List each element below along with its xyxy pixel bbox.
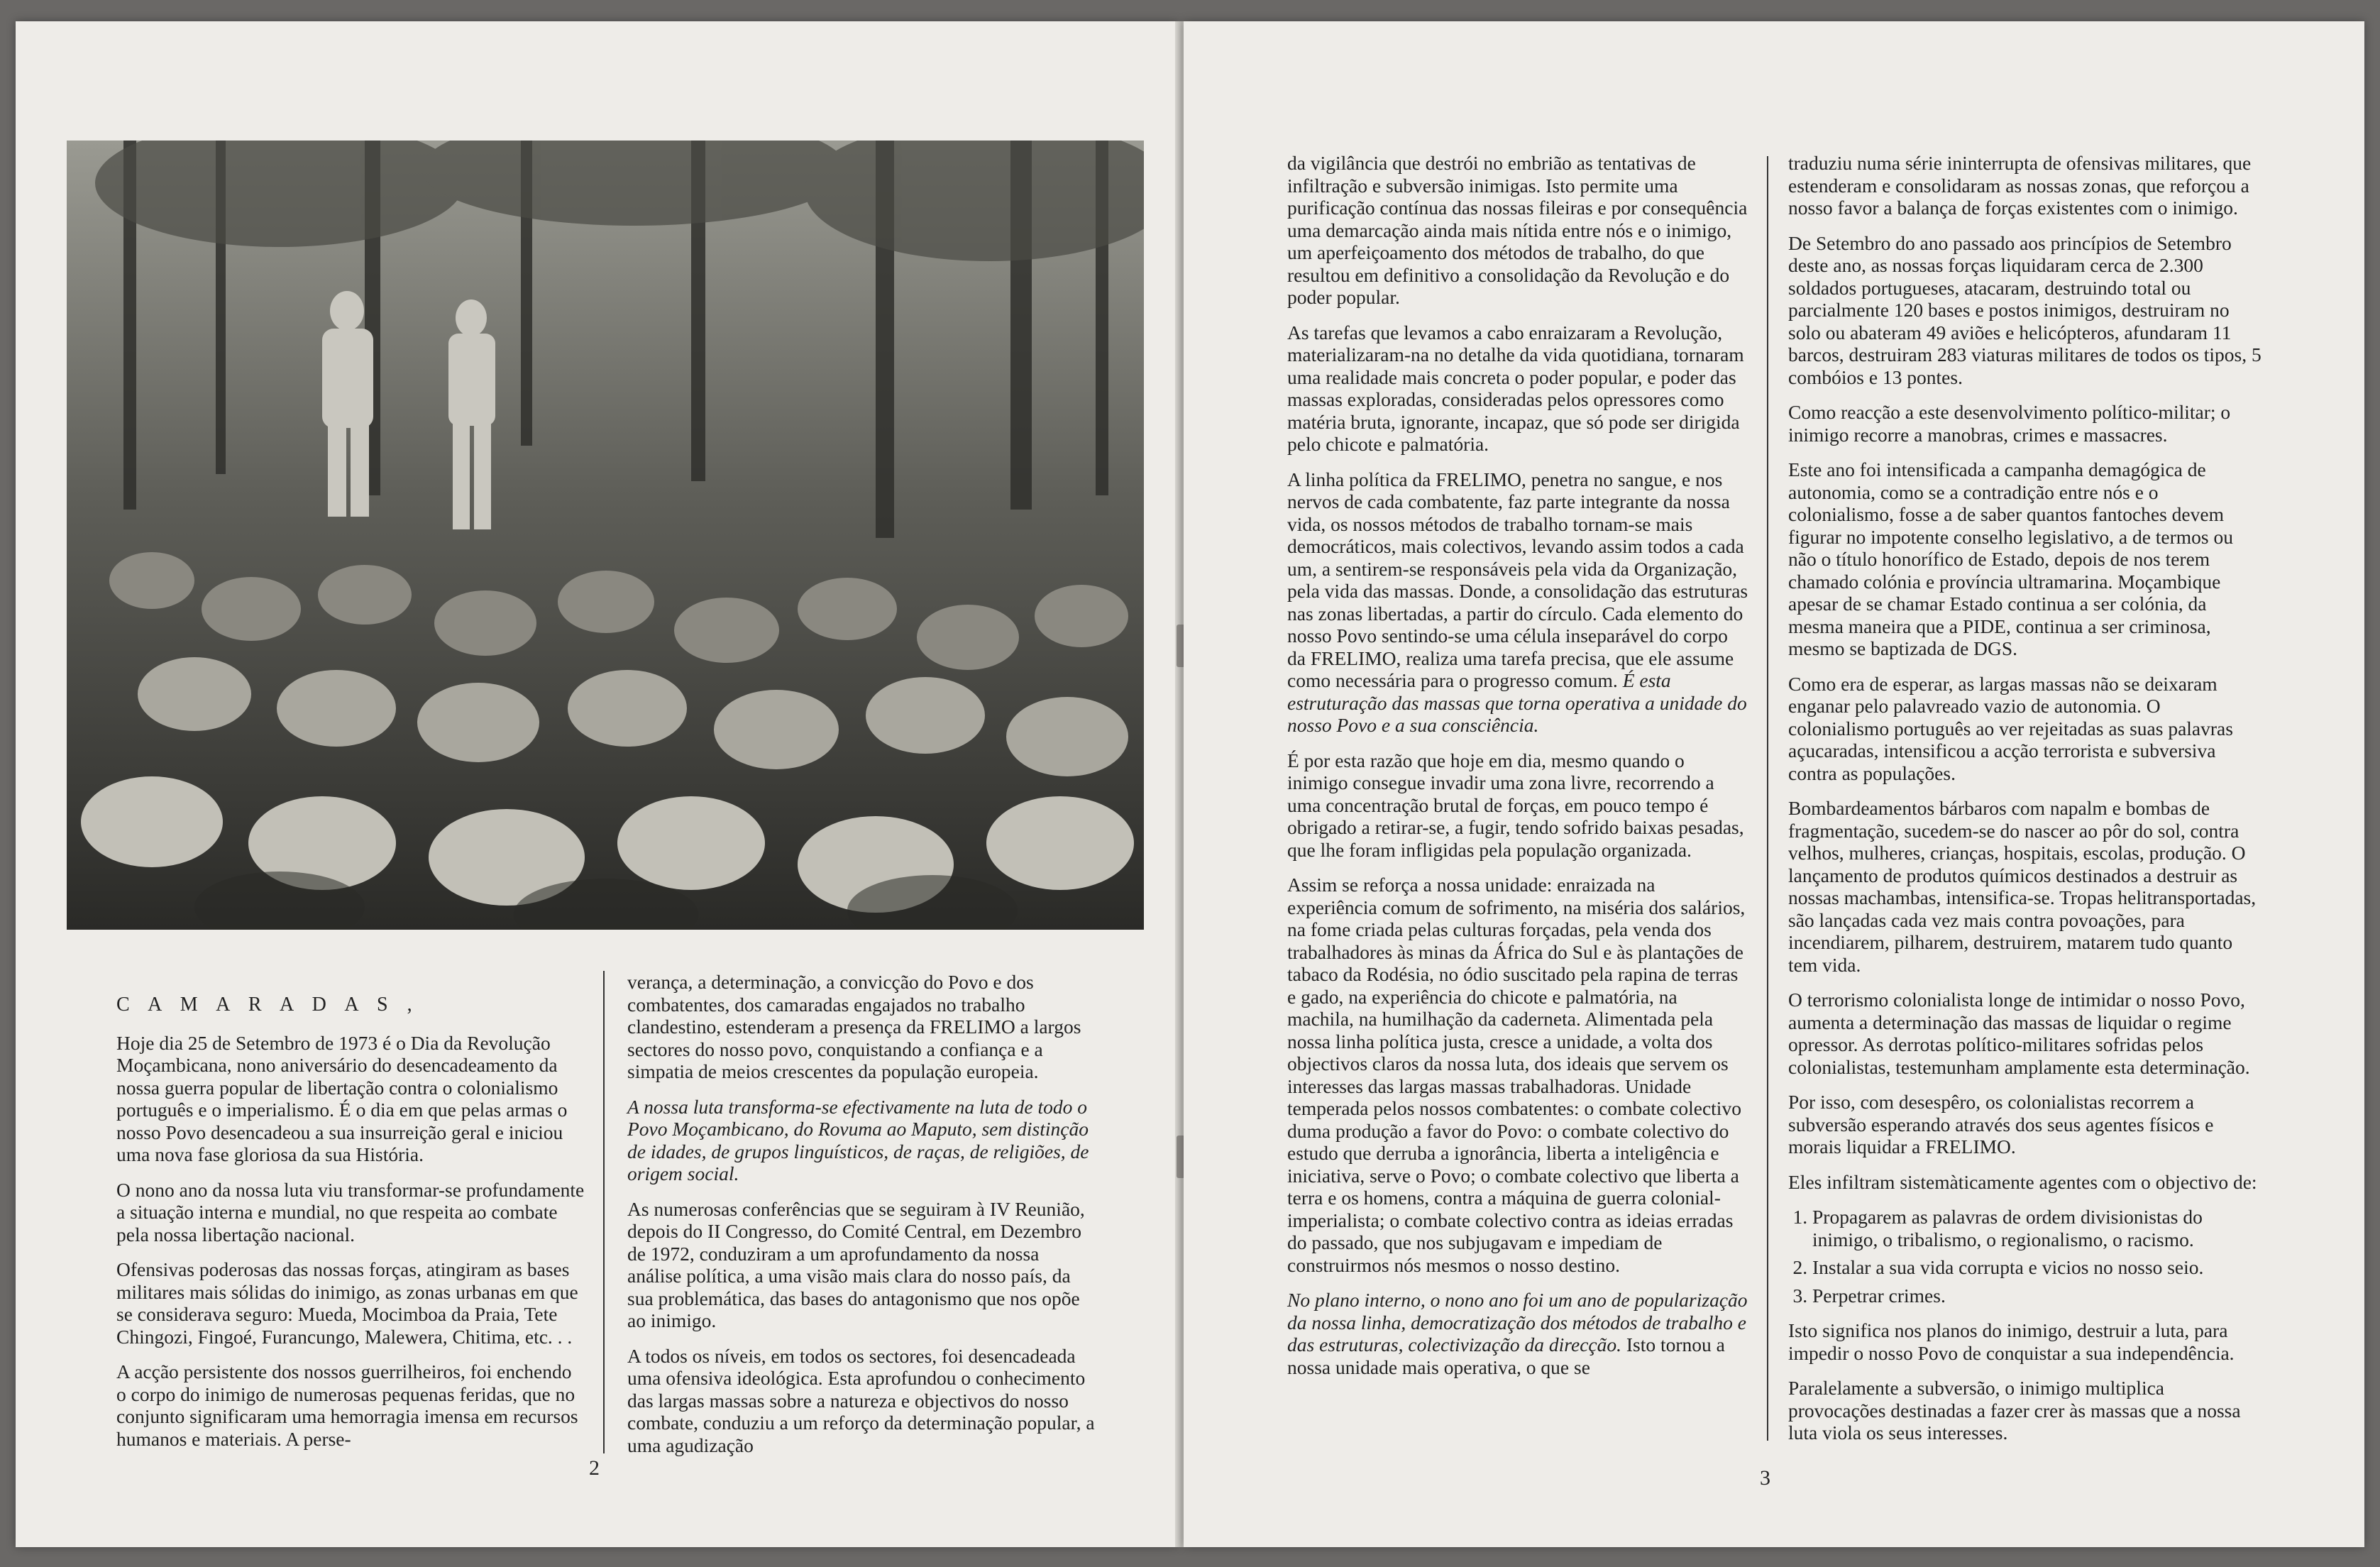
paragraph: As tarefas que levamos a cabo enraizaram a Revolução, materializaram-na no detalhe da vida quotidiana, tornaram uma realidade mais concreta o poder popular, e poder das massas exploradas, consideradas pelos opressores como matéria bruta, ignorante, incapaz, que só pode ser dirigida pelo chicote e palmatória.: [1287, 321, 1744, 455]
left-column-1: [116, 994, 585, 1463]
paragraph: De Setembro do ano passado aos princípios de Setembro deste ano, as nossas forças liquidaram cerca de 2.300 soldados portugueses, atacaram, destruindo total ou parcialmente 120 bases e postos inimigos, destruiram no solo ou abateram 49 aviões e helicópteros, afundaram 11 barcos, destruiram 283 viaturas militares de todos os tipos, 5 combóios e 13 pontes.: [1788, 231, 2261, 388]
left-page: [16, 21, 1178, 1547]
column-divider: [1767, 156, 1768, 1441]
numbered-list: [1788, 1206, 2264, 1307]
column-divider: [603, 971, 605, 1453]
paragraph-text: A linha política da FRELIMO, penetra no sangue, e nos nervos de cada combatente, faz parte integrante da nossa vida, os nossos métodos de trabalho tornam-se mais democráticos, mais colectivos, levando assim todos a cada um, a sentirem-se responsáveis pela vida da Organização, pela vida das massas. Donde, a consolidação das estruturas nas zonas libertadas, a partir do círculo. Cada elemento do nosso Povo sentindo-se uma célula inseparável do corpo da FRELIMO, realiza uma tarefa precisa, que ele assume como necessária para o progresso comum.: [1287, 468, 1748, 691]
paragraph: É por esta razão que hoje em dia, mesmo quando o inimigo consegue invadir uma zona livre, recorrendo a uma concentração brutal de forças, em pouco tempo é obrigado a retirar-se, a fugir, tendo sofrido baixas pesadas, que lhe foram infligidas pela população organizada.: [1287, 749, 1744, 861]
paragraph: Isto significa nos planos do inimigo, destruir a luta, para impedir o nosso Povo de conquistar a sua independência.: [1788, 1319, 2235, 1364]
paragraph: O terrorismo colonialista longe de intimidar o nosso Povo, aumenta a determinação das massas de liquidar o regime opressor. As derrotas político-militares sofridas pelos colonialistas, testemunham amplamente esta determinação.: [1788, 989, 2250, 1078]
list-item: 3. Perpetrar crimes.: [1812, 1285, 2264, 1307]
paragraph: Ofensivas poderosas das nossas forças, atingiram as bases militares mais sólidas do inimigo, as zonas urbanas em que se considerava seguro: Mueda, Mocimboa da Praia, Tete Chingozi, Fingoé, Furancungo, Malewera, Chitima, etc. . .: [116, 1258, 578, 1348]
paragraph: Bombardeamentos bárbaros com napalm e bombas de fragmentação, sucedem-se do nascer ao pôr do sol, contra velhos, mulheres, crianças, hospitais, escolas, produção. O lançamento de produtos químicos destinados a destruir as nossas machambas, intensifica-se. Tropas helitransportadas, são lançadas cada vez mais contra povoações, para incendiarem, pilharem, destruirem, matarem tudo quanto tem vida.: [1788, 797, 2257, 976]
paragraph: Como reacção a este desenvolvimento político-militar; o inimigo recorre a manobras, crimes e massacres.: [1788, 401, 2231, 446]
paragraph: da vigilância que destrói no embrião as tentativas de infiltração e subversão inimigas. Isto permite uma purificação contínua das nossas fileiras e por consequência uma demarcação ainda mais nítida entre nós e o inimigo, um aperfeiçoamento dos métodos de trabalho, do que resultou em definitivo a consolidação da Revolução e do poder popular.: [1287, 152, 1748, 308]
paragraph: [1287, 1289, 1748, 1378]
paragraph: Por isso, com desespêro, os colonialistas recorrem a subversão esperando através dos seus agentes físicos e morais liquidar a FRELIMO.: [1788, 1091, 2214, 1158]
left-column-2: [627, 971, 1096, 1469]
page-number-left: 2: [589, 1456, 600, 1480]
paragraph: Eles infiltram sistemàticamente agentes com o objectivo de:: [1788, 1170, 2257, 1193]
paragraph: verança, a determinação, a convicção do Povo e dos combatentes, dos camaradas engajados no trabalho clandestino, estenderam a presença da FRELIMO a largos sectores do nosso povo, conquistando a confiança e a simpatia de meios crescentes da população europeia.: [627, 971, 1081, 1082]
photo-assembly: [67, 141, 1144, 930]
right-column-1: [1287, 152, 1748, 1378]
italic-paragraph: A nossa luta transforma-se efectivamente na luta de todo o Povo Moçambicano, do Rovuma ao Maputo, sem distinção de idades, de grupos linguísticos, de raças, de religiões, de origem social.: [627, 1095, 1089, 1184]
photograph-image: [67, 141, 1144, 930]
italic-sentence: É esta estruturação das massas que torna operativa a unidade do nosso Povo e a sua consciência.: [1287, 669, 1747, 736]
paragraph: A acção persistente dos nossos guerrilheiros, foi enchendo o corpo do inimigo de numerosas pequenas feridas, que no conjunto significaram uma hemorragia imensa em recursos humanos e materiais. A perse-: [116, 1360, 578, 1450]
salutation-heading: C A M A R A D A S ,: [116, 994, 419, 1016]
paragraph: O nono ano da nossa luta viu transformar-se profundamente a situação interna e mundial, no que respeita ao combate pela nossa libertação nacional.: [116, 1178, 585, 1246]
paragraph: Assim se reforça a nossa unidade: enraizada na experiência comum de sofrimento, na miséria dos salários, na fome criada pelas culturas forçadas, pela venda dos trabalhadores às minas da África do Sul e às plantações de tabaco da Rodésia, no ódio suscitado pela rapina de terras e gado, na experiência do chicote e palmatória, na machila, na humilhação da caderneta. Alimentada pela nossa linha política justa, cresce a unidade, a volta dos objectivos claros da nossa luta, dos ideais que servem os interesses das largas massas trabalhadoras. Unidade temperada pelos nossos combatentes: o combate colectivo duma produção a favor do Povo: o combate colectivo do estudo que derruba a ignorância, liberta a inteligência e iniciativa, serve o Povo; o combate colectivo que liberta a terra e os homens, contra a máquina de guerra colonial-imperialista; o combate colectivo contra as ideias erradas do passado, que nos subjugavam e impediam de construirmos nós mesmos o nosso destino.: [1287, 874, 1746, 1276]
paragraph: [1287, 468, 1748, 737]
list-item: 1. Propagarem as palavras de ordem divisionistas do inimigo, o tribalismo, o regionalismo, o racismo.: [1812, 1206, 2264, 1250]
paragraph: Hoje dia 25 de Setembro de 1973 é o Dia da Revolução Moçambicana, nono aniversário do desencadeamento da nossa guerra popular de libertação contra o colonialismo português e o imperialismo. É o dia em que pelas armas o nosso Povo desencadeou a sua insurreição geral e iniciou uma nova fase gloriosa da sua História.: [116, 1031, 568, 1165]
list-item: 2. Instalar a sua vida corrupta e vicios no nosso seio.: [1812, 1256, 2264, 1279]
paragraph-text: Isto tornou a nossa unidade mais operativa, o que se: [1287, 1334, 1725, 1378]
paragraph: Paralelamente a subversão, o inimigo multiplica provocações destinadas a fazer crer às massas que a nossa luta viola os seus interesses.: [1788, 1377, 2241, 1444]
paragraph: traduziu numa série ininterrupta de ofensivas militares, que estenderam e consolidaram as nossas zonas, que reforçou a nosso favor a balança de forças existentes com o inimigo.: [1788, 152, 2252, 219]
paragraph: As numerosas conferências que se seguiram à IV Reunião, depois do II Congresso, do Comité Central, em Dezembro de 1972, conduziram a um aprofundamento da nossa análise política, a uma visão mais clara do nosso país, da sua problemática, das bases do antagonismo que nos opõe ao inimigo.: [627, 1197, 1085, 1331]
paragraph: Como era de esperar, as largas massas não se deixaram enganar pelo palavreado vazio de autonomia. O colonialismo português ao ver rejeitadas as suas palavras açucaradas, intensificou a acção terrorista e subversiva contra as populações.: [1788, 672, 2233, 784]
right-page: [1184, 21, 2364, 1547]
paragraph: A todos os níveis, em todos os sectores, foi desencadeada uma ofensiva ideológica. Esta aprofundou o conhecimento das largas massas sobre a natureza e objectivos do nosso combate, conduziu a um reforço da determinação popular, a uma agudização: [627, 1344, 1095, 1456]
right-column-2: [1788, 152, 2264, 1457]
italic-sentence: No plano interno, o nono ano foi um ano de popularização da nossa linha, democratização dos métodos de trabalho e das estruturas, colectivização da direcção.: [1287, 1289, 1748, 1356]
page-number-right: 3: [1760, 1466, 1770, 1490]
paragraph: Este ano foi intensificada a campanha demagógica de autonomia, como se a contradição entre nós e o colonialismo, fosse a de saber quantos fantoches devem figurar no impotente conselho legislativo, a de termos ou não o título honorífico de Estado, depois de nos terem chamado colónia e província ultramarina. Moçambique apesar de se chamar Estado continua a ser colónia, da mesma maneira que a PIDE, continua a ser criminosa, mesmo se baptizada de DGS.: [1788, 458, 2233, 659]
